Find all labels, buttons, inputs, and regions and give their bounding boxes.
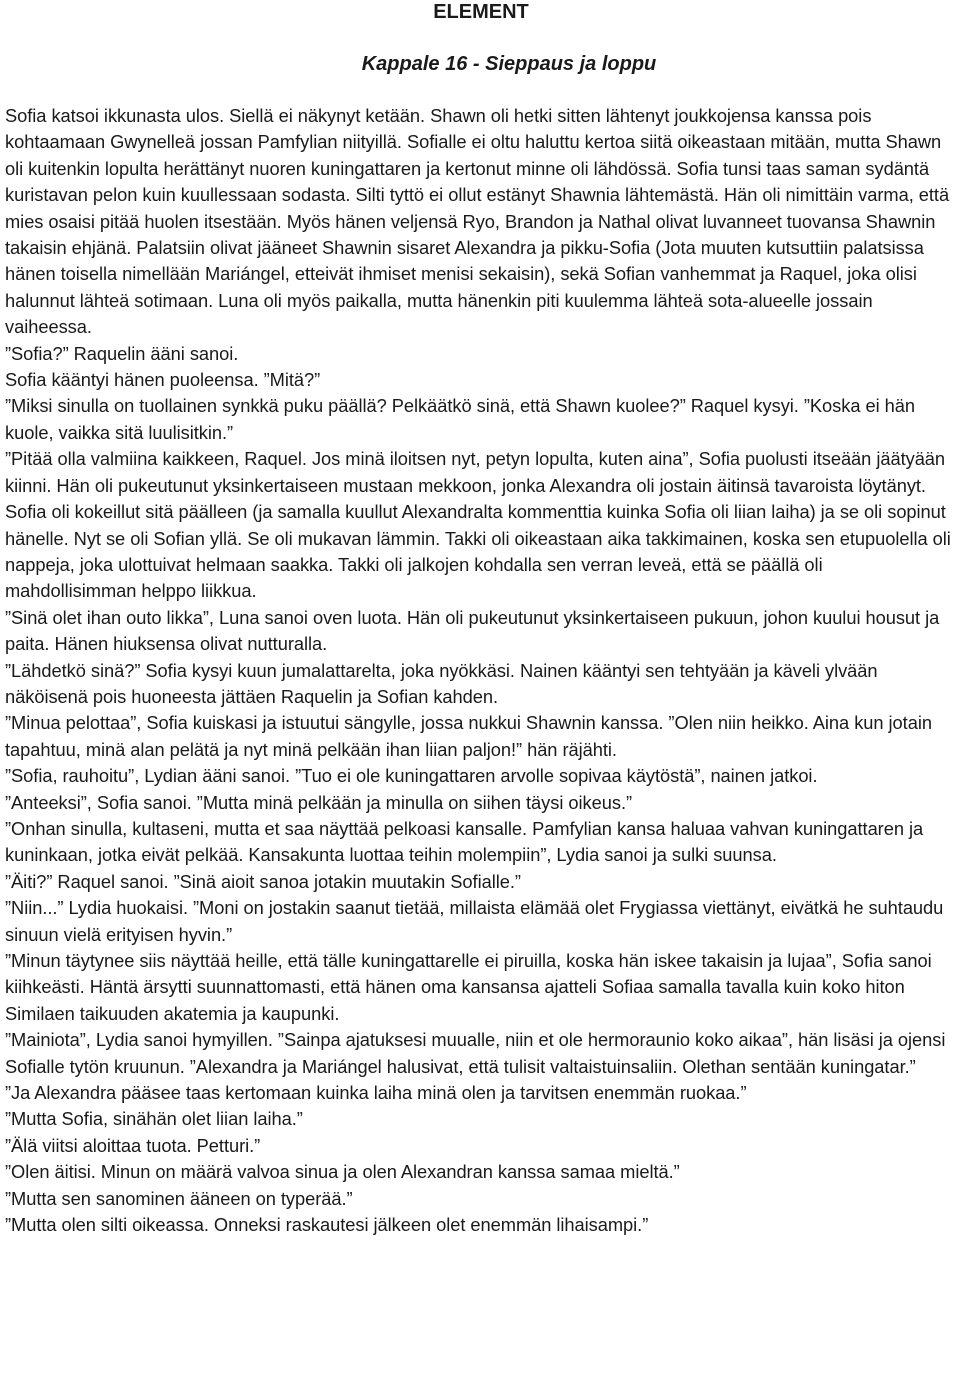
- paragraph: ”Älä viitsi aloittaa tuota. Petturi.”: [5, 1134, 261, 1156]
- paragraph: ”Mutta sen sanominen ääneen on typerää.”: [5, 1187, 353, 1209]
- paragraph: ”Olen äitisi. Minun on määrä valvoa sinua ja olen Alexandran kanssa samaa mieltä.”: [5, 1161, 680, 1183]
- paragraph: ”Miksi sinulla on tuollainen synkkä puku päällä? Pelkäätkö sinä, että Shawn kuolee?” Raquel kysyi. ”Koska ei hän kuole, vaikka sitä luulisitkin.”: [5, 395, 915, 443]
- paragraph: ”Sofia?” Raquelin ääni sanoi.: [5, 342, 239, 364]
- paragraph: ”Lähdetkö sinä?” Sofia kysyi kuun jumalattarelta, joka nyökkäsi. Nainen kääntyi sen tehtyään ja käveli ylvään näköisenä pois huoneesta jättäen Raquelin ja Sofian kahden.: [5, 659, 878, 707]
- paragraph: Sofia katsoi ikkunasta ulos. Siellä ei näkynyt ketään. Shawn oli hetki sitten lähtenyt joukkojensa kanssa pois kohtaamaan Gwynelleä jossan Pamfylian niityillä. Sofialle ei oltu haluttu kertoa siitä oikeastaan mitään, mutta Shawn oli kuitenkin lopulta herättänyt nuoren kuningattaren ja kertonut minne oli lähdössä. Sofia tunsi taas saman sydäntä kuristavan pelon kuin kuullessaan sodasta. Silti tyttö ei ollut estänyt Shawnia lähtemästä. Hän oli nimittäin varma, että mies osaisi pitää huolen itsestään. Myös hänen veljensä Ryo, Brandon ja Nathal olivat luvanneet tuovansa Shawnin takaisin ehjänä. Palatsiin olivat jääneet Shawnin sisaret Alexandra ja pikku-Sofia (Jota muuten kutsuttiin palatsissa hänen toisella nimellään Mariángel, etteivät ihmiset menisi sekaisin), sekä Sofian vanhemmat ja Raquel, joka olisi halunnut lähteä sotimaan. Luna oli myös paikalla, mutta hänenkin piti kuulemma lähteä sota-alueelle jossain vaiheessa.: [5, 105, 950, 338]
- document-page: [5, 0, 957, 1236]
- chapter-heading: Kappale 16 - Sieppaus ja loppu: [361, 53, 657, 75]
- paragraph: ”Minun täytynee siis näyttää heille, että tälle kuningattarelle ei piruilla, koska hän iskee takaisin ja lujaa”, Sofia sanoi kiihkeästi. Häntä ärsytti suunnattomasti, että hänen oma kansansa ajatteli Sofiaa samalla tavalla kuin koko hiton Similaen taikuuden akatemia ja kaupunki.: [5, 950, 932, 1024]
- paragraph: ”Anteeksi”, Sofia sanoi. ”Mutta minä pelkään ja minulla on siihen täysi oikeus.”: [5, 791, 633, 813]
- paragraph: ”Onhan sinulla, kultaseni, mutta et saa näyttää pelkoasi kansalle. Pamfylian kansa haluaa vahvan kuningattaren ja kuninkaan, jotka eivät pelkää. Kansakunta luottaa teihin molempiin”, Lydia sanoi ja sulki suunsa.: [5, 817, 924, 866]
- paragraph: ”Sinä olet ihan outo likka”, Luna sanoi oven luota. Hän oli pukeutunut yksinkertaiseen pukuun, johon kuului housut ja paita. Hänen hiuksensa olivat nutturalla.: [5, 606, 940, 655]
- document-title: ELEMENT: [433, 1, 529, 23]
- paragraph: Sofia kääntyi hänen puoleensa. ”Mitä?”: [5, 369, 321, 391]
- paragraph: ”Pitää olla valmiina kaikkeen, Raquel. Jos minä iloitsen nyt, petyn lopulta, kuten aina”, Sofia puolusti itseään jäätyään kiinni. Hän oli pukeutunut yksinkertaiseen mustaan mekkoon, jonka Alexandra oli jostain äitinsä tavaroista löytänyt. Sofia oli kokeillut sitä päälleen (ja samalla kuullut Alexandralta kommenttia kuinka Sofia oli liian laiha) ja se oli sopinut hänelle. Nyt se oli Sofian yllä. Se oli mukavan lämmin. Takki oli oikeastaan aika takkimainen, koska sen etupuolella oli nappeja, joka ulottuivat helmaan saakka. Takki oli jalkojen kohdalla sen verran leveä, että se päällä oli mahdollisimman helppo liikkua.: [5, 448, 951, 602]
- paragraph: ”Mainiota”, Lydia sanoi hymyillen. ”Sainpa ajatuksesi muualle, niin et ole hermoraunio koko aikaa”, hän lisäsi ja ojensi Sofialle tytön kruunun. ”Alexandra ja Mariángel halusivat, että tulisit valtaistuinsaliin. Olethan sentään kuningatar.”: [5, 1029, 946, 1077]
- paragraph: ”Mutta olen silti oikeassa. Onneksi raskautesi jälkeen olet enemmän lihaisampi.”: [5, 1214, 649, 1236]
- paragraph: ”Sofia, rauhoitu”, Lydian ääni sanoi. ”Tuo ei ole kuningattaren arvolle sopivaa käytöstä”, nainen jatkoi.: [5, 765, 818, 787]
- paragraph: ”Minua pelottaa”, Sofia kuiskasi ja istuutui sängylle, jossa nukkui Shawnin kanssa. ”Olen niin heikko. Aina kun jotain tapahtuu, minä alan pelätä ja nyt minä pelkään ihan liian paljon!” hän räjähti.: [5, 712, 932, 760]
- paragraph: ”Niin...” Lydia huokaisi. ”Moni on jostakin saanut tietää, millaista elämää olet Frygiassa viettänyt, eivätkä he suhtaudu sinuun vielä erityisen hyvin.”: [5, 897, 944, 945]
- paragraph: ”Mutta Sofia, sinähän olet liian laiha.”: [5, 1108, 303, 1130]
- paragraph: ”Ja Alexandra pääsee taas kertomaan kuinka laiha minä olen ja tarvitsen enemmän ruokaa.”: [5, 1082, 747, 1104]
- document-body: [5, 103, 957, 1238]
- paragraph: ”Äiti?” Raquel sanoi. ”Sinä aioit sanoa jotakin muutakin Sofialle.”: [5, 870, 521, 892]
